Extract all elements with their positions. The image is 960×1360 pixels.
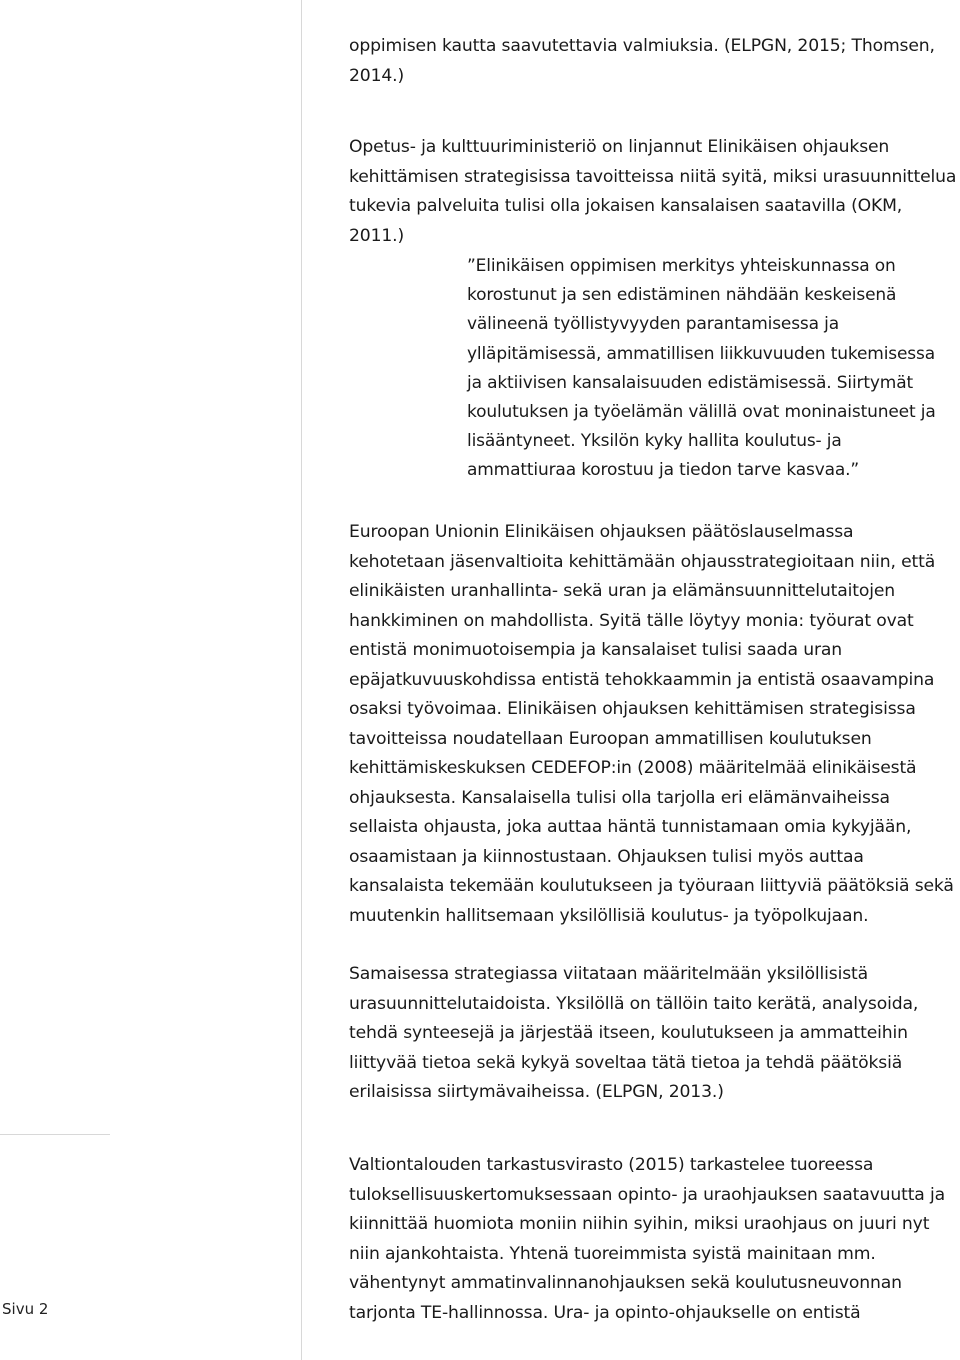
paragraph-eu [349,518,960,931]
text-line: Valtiontalouden tarkastusvirasto (2015) tarkastelee tuoreessa [349,1155,874,1175]
block-quote [467,252,959,486]
text-line: epäjatkuvuuskohdissa entistä tehokkaammin ja entistä osaavampina [349,669,935,690]
text-line: Samaisessa strategiassa viitataan määritelmään yksilöllisistä [349,964,868,984]
text-line: Opetus- ja kulttuuriministeriö on linjannut Elinikäisen ohjauksen [349,137,890,157]
text-line: tarjonta TE-hallinnossa. Ura- ja opinto-ohjaukselle on entistä [349,1302,861,1323]
text-line: ohjauksesta. Kansalaisella tulisi olla tarjolla eri elämänvaiheissa [349,787,890,808]
margin-divider [301,0,302,1360]
text-line: muutenkin hallitsemaan yksilöllisiä koulutus- ja työpolkujaan. [349,905,869,926]
text-line: 2011.) [349,225,405,246]
text-line: sellaista ohjausta, joka auttaa häntä tunnistamaan omia kykyjään, [349,817,912,837]
text-line: vähentynyt ammatinvalinnanohjauksen sekä koulutusneuvonnan [349,1273,902,1293]
text-line: entistä monimuotoisempia ja kansalaiset tulisi saada uran [349,640,843,660]
text-line: oppimisen kautta saavutettavia valmiuksia. (ELPGN, 2015; Thomsen, [349,36,935,56]
quote-line: lisääntyneet. Yksilön kyky hallita koulutus- ja [467,431,842,452]
quote-line: ylläpitämisessä, ammatillisen liikkuvuuden tukemisessa [467,343,935,364]
text-line: tukevia palveluita tulisi olla jokaisen kansalaisen saatavilla (OKM, [349,196,903,216]
text-line: hankkiminen on mahdollista. Syitä tälle löytyy monia: työurat ovat [349,610,914,631]
quote-line: korostunut ja sen edistäminen nähdään keskeisenä [467,285,897,306]
text-line: tavoitteissa noudatellaan Euroopan ammatillisen koulutuksen [349,728,872,749]
text-line: elinikäisten uranhallinta- sekä uran ja elämänsuunnittelutaitojen [349,581,896,601]
paragraph-strategy [349,960,960,1108]
text-line: osaksi työvoimaa. Elinikäisen ohjauksen kehittämisen strategisissa [349,699,916,719]
text-line: osaamistaan ja kiinnostustaan. Ohjauksen tulisi myös auttaa [349,846,864,867]
text-line: urasuunnittelutaidoista. Yksilöllä on tällöin taito kerätä, analysoida, [349,993,919,1014]
text-line: kehittämisen strategisissa tavoitteissa niitä syitä, miksi urasuunnittelua [349,166,957,187]
quote-line: ammattiuraa korostuu ja tiedon tarve kasvaa.” [467,460,860,481]
text-line: Euroopan Unionin Elinikäisen ohjauksen päätöslauselmassa [349,522,854,542]
paragraph-vtv [349,1151,960,1328]
quote-line: ”Elinikäisen oppimisen merkitys yhteiskunnassa on [467,256,896,276]
quote-line: koulutuksen ja työelämän välillä ovat moninaistuneet ja [467,402,936,423]
text-line: kehittämiskeskuksen CEDEFOP:in (2008) määritelmää elinikäisestä [349,758,917,778]
text-line: tuloksellisuuskertomuksessaan opinto- ja uraohjauksen saatavuutta ja [349,1184,945,1205]
text-line: kehotetaan jäsenvaltioita kehittämään ohjausstrategioitaan niin, että [349,551,936,572]
quote-line: ja aktiivisen kansalaisuuden edistämisessä. Siirtymät [467,372,914,393]
page-number: Sivu 2 [2,1300,49,1318]
text-line: kiinnittää huomiota moniin niihin syihin, miksi uraohjaus on juuri nyt [349,1214,930,1234]
paragraph-intro [349,32,960,91]
text-line: tehdä synteesejä ja järjestää itseen, koulutukseen ja ammatteihin [349,1023,908,1043]
text-line: 2014.) [349,65,405,86]
text-line: erilaisissa siirtymävaiheissa. (ELPGN, 2013.) [349,1082,724,1102]
text-line: liittyvää tietoa sekä kykyä soveltaa tätä tietoa ja tehdä päätöksiä [349,1052,903,1073]
text-line: niin ajankohtaista. Yhtenä tuoreimmista syistä mainitaan mm. [349,1243,876,1264]
quote-line: välineenä työllistyvyyden parantamisessa ja [467,314,839,335]
footer-divider [0,1134,110,1135]
text-line: kansalaista tekemään koulutukseen ja työuraan liittyviä päätöksiä sekä [349,876,954,896]
paragraph-okm [349,133,960,251]
